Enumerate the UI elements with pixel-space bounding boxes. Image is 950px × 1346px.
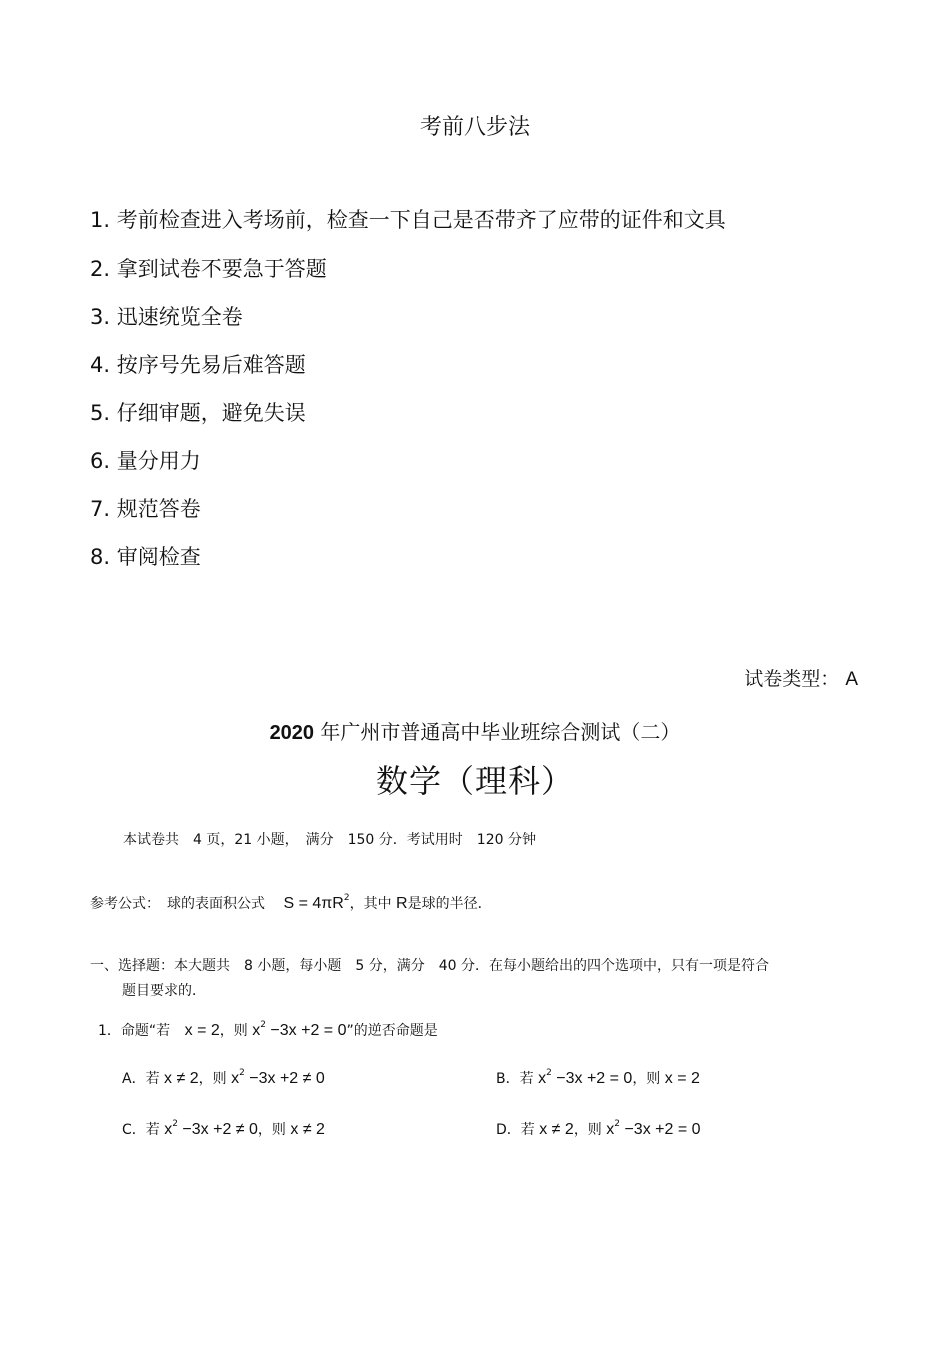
tip-item-8: 8. 审阅检查 <box>90 545 201 569</box>
option-b-condition: −3x +2 = 0 <box>556 1070 633 1087</box>
question-1-stem <box>98 1020 438 1040</box>
tip-item-1: 1. 考前检查进入考场前，检查一下自己是否带齐了应带的证件和文具 <box>90 208 726 232</box>
option-b-conclusion: x = 2 <box>664 1070 700 1087</box>
option-c-label: C．若 <box>122 1122 160 1138</box>
reference-formula <box>90 893 492 913</box>
option-b-var: x <box>538 1070 547 1087</box>
tip-item-5: 5. 仔细审题，避免失误 <box>90 401 306 425</box>
exam-type-value: A <box>845 669 858 690</box>
option-d-condition: x ≠ 2 <box>539 1121 574 1138</box>
option-a-condition: x ≠ 2 <box>164 1070 199 1087</box>
tip-item-4: 4. 按序号先易后难答题 <box>90 353 306 377</box>
option-d-var: x <box>606 1121 615 1138</box>
tip-item-3: 3. 迅速统览全卷 <box>90 305 243 329</box>
q1-condition: x = 2 <box>184 1022 220 1039</box>
tip-item-6: 6. 量分用力 <box>90 449 201 473</box>
q1-stem-part: ”的逆否命题是 <box>346 1023 438 1039</box>
tips-title: 考前八步法 <box>419 115 530 140</box>
option-d-exponent: 2 <box>614 1119 620 1129</box>
option-a-exponent: 2 <box>239 1068 245 1078</box>
option-d[interactable] <box>496 1119 701 1139</box>
option-d-mid: ，则 <box>573 1122 602 1138</box>
exam-type <box>744 664 858 691</box>
q1-equation: −3x +2 = 0 <box>270 1022 347 1039</box>
exam-type-label: 试卷类型： <box>744 668 840 690</box>
q1-exponent: 2 <box>260 1020 266 1030</box>
sphere-area-formula: S = 4πR <box>283 895 344 912</box>
option-a-mid: ，则 <box>198 1071 227 1087</box>
tip-item-2: 2. 拿到试卷不要急于答题 <box>90 257 327 281</box>
formula-tail: ，其中 <box>349 896 392 912</box>
option-a-conclusion: −3x +2 ≠ 0 <box>249 1070 325 1087</box>
option-d-label: D．若 <box>496 1122 535 1138</box>
option-a-label: A．若 <box>122 1071 160 1087</box>
option-c-conclusion: x ≠ 2 <box>290 1121 325 1138</box>
formula-exponent: 2 <box>343 893 350 903</box>
formula-label: 参考公式： 球的表面积公式 <box>90 896 265 912</box>
exam-note: 本试卷共 4 页，21 小题， 满分 150 分．考试用时 120 分钟 <box>123 832 536 848</box>
option-b[interactable] <box>496 1068 700 1088</box>
option-c-exponent: 2 <box>172 1119 178 1129</box>
exam-year: 2020 <box>269 722 315 744</box>
option-d-conclusion: −3x +2 = 0 <box>624 1121 701 1138</box>
option-c-mid: ，则 <box>257 1122 286 1138</box>
option-c-var: x <box>164 1121 173 1138</box>
option-b-label: B．若 <box>496 1071 534 1087</box>
option-b-mid: ，则 <box>632 1071 661 1087</box>
option-a-var: x <box>231 1070 240 1087</box>
option-b-exponent: 2 <box>546 1068 552 1078</box>
q1-stem-part: ，则 <box>219 1023 248 1039</box>
tip-item-7: 7. 规范答卷 <box>90 497 201 521</box>
q1-var: x <box>252 1022 261 1039</box>
q1-stem-part: 1．命题“若 <box>98 1023 171 1039</box>
exam-title-text: 年广州市普通高中毕业班综合测试（二） <box>314 720 681 744</box>
option-c[interactable] <box>122 1119 325 1139</box>
exam-title <box>0 716 950 745</box>
section-heading-cont: 题目要求的． <box>122 983 206 999</box>
subject-title: 数学（理科） <box>375 762 574 800</box>
formula-r: R <box>396 895 408 912</box>
section-heading: 一、选择题：本大题共 8 小题，每小题 5 分，满分 40 分．在每小题给出的四个选项中，只有一项是符合 <box>90 958 769 974</box>
option-c-condition: −3x +2 ≠ 0 <box>182 1121 258 1138</box>
formula-end: 是球的半径． <box>407 896 492 912</box>
option-a[interactable] <box>122 1068 325 1088</box>
